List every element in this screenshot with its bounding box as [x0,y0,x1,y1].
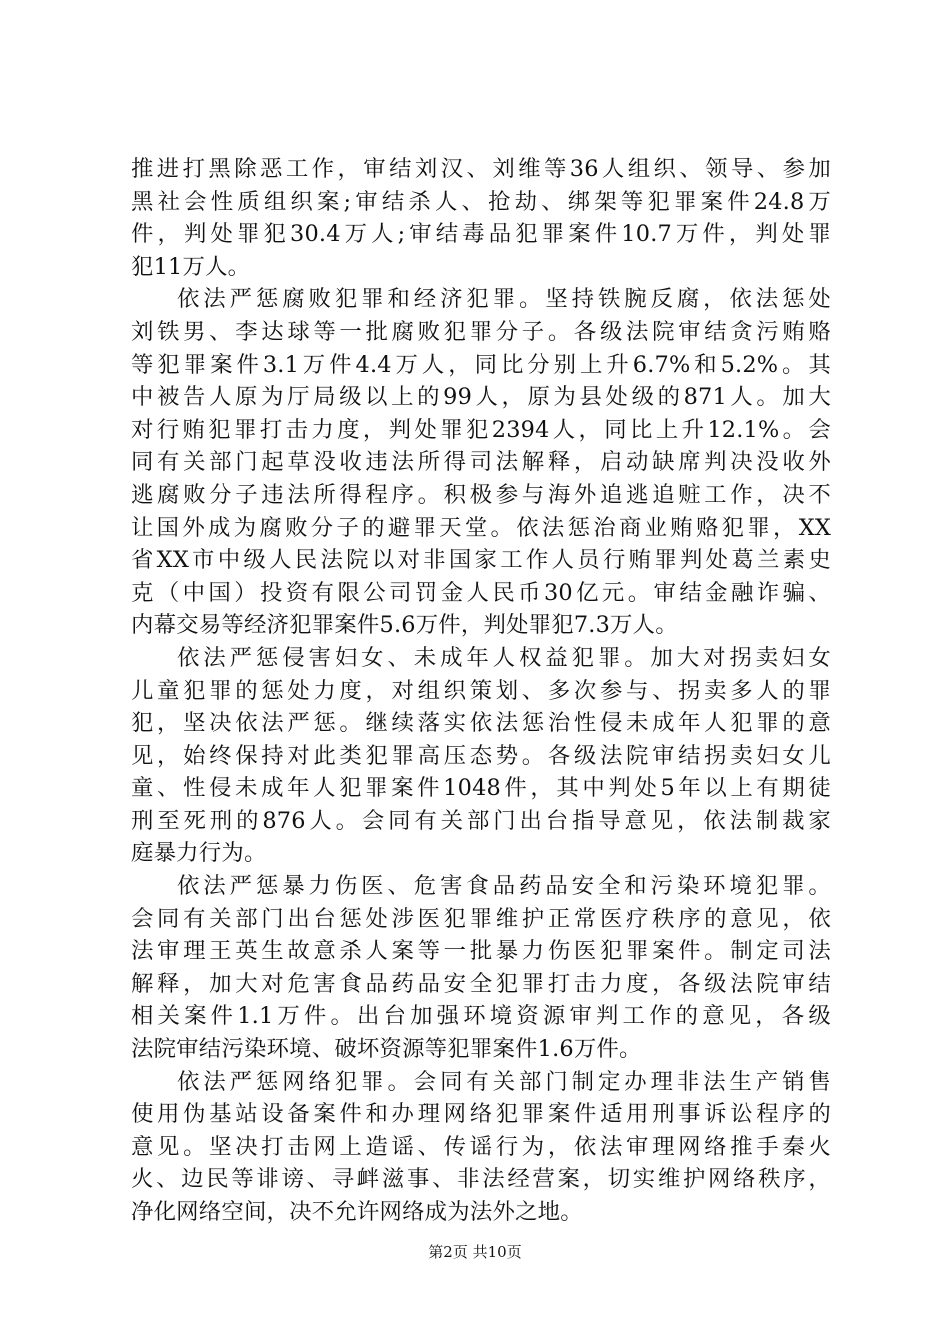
text-line: 庭暴力行为。 [131,840,267,867]
text-line: 等犯罪案件3.1万件4.4万人，同比分别上升6.7%和5.2%。其 [131,351,831,378]
text-line: 推进打黑除恶工作，审结刘汉、刘维等36人组织、领导、参加 [131,156,831,182]
text-line: 省XX市中级人民法院以对非国家工作人员行贿罪判处葛兰素史 [131,547,831,574]
text-line: 刑至死刑的876人。会同有关部门出台指导意见，依法制裁家 [131,807,831,834]
paragraph [131,283,831,642]
text-line: 逃腐败分子违法所得程序。积极参与海外追逃追赃工作，决不 [131,481,831,508]
text-line: 火、边民等诽谤、寻衅滋事、非法经营案，切实维护网络秩序， [131,1166,831,1193]
text-line: 中被告人原为厅局级以上的99人，原为县处级的871人。加大 [131,384,831,411]
text-line: 让国外成为腐败分子的避罪天堂。依法惩治商业贿赂犯罪，XX [131,514,831,541]
text-line: 会同有关部门出台惩处涉医犯罪维护正常医疗秩序的意见，依 [131,905,831,932]
text-line: 儿童犯罪的惩处力度，对组织策划、多次参与、拐卖多人的罪 [131,677,831,704]
text-line: 黑社会性质组织案;审结杀人、抢劫、绑架等犯罪案件24.8万 [131,188,831,215]
text-line: 依法严惩侵害妇女、未成年人权益犯罪。加大对拐卖妇女 [177,644,831,671]
text-line: 意见。坚决打击网上造谣、传谣行为，依法审理网络推手秦火 [131,1133,831,1160]
paragraph [131,153,831,283]
text-line: 对行贿犯罪打击力度，判处罪犯2394人，同比上升12.1%。会 [131,416,831,443]
paragraph [131,1066,831,1229]
text-line: 解释，加大对危害食品药品安全犯罪打击力度，各级法院审结 [131,970,831,997]
text-line: 刘铁男、李达球等一批腐败犯罪分子。各级法院审结贪污贿赂 [131,318,831,345]
text-line: 内幕交易等经济犯罪案件5.6万件，判处罪犯7.3万人。 [131,612,678,639]
text-line: 法审理王英生故意杀人案等一批暴力伤医犯罪案件。制定司法 [131,938,831,965]
text-line: 依法严惩暴力伤医、危害食品药品安全和污染环境犯罪。 [177,873,831,900]
text-line: 依法严惩腐败犯罪和经济犯罪。坚持铁腕反腐，依法惩处 [177,286,831,313]
text-line: 犯，坚决依法严惩。继续落实依法惩治性侵未成年人犯罪的意 [131,710,831,737]
text-line: 克（中国）投资有限公司罚金人民币30亿元。审结金融诈骗、 [131,579,831,606]
page-footer: 第2页 共10页 [428,1243,522,1261]
document-body [131,153,831,1229]
text-line: 见，始终保持对此类犯罪高压态势。各级法院审结拐卖妇女儿 [131,742,831,769]
text-line: 净化网络空间，决不允许网络成为法外之地。 [131,1199,583,1225]
text-line: 件，判处罪犯30.4万人;审结毒品犯罪案件10.7万件，判处罪 [131,221,831,248]
paragraph [131,642,831,870]
text-line: 依法严惩网络犯罪。会同有关部门制定办理非法生产销售 [177,1068,831,1095]
text-line: 犯11万人。 [131,253,251,280]
text-line: 相关案件1.1万件。出台加强环境资源审判工作的意见，各级 [131,1003,831,1030]
text-line: 使用伪基站设备案件和办理网络犯罪案件适用刑事诉讼程序的 [131,1101,831,1128]
text-line: 法院审结污染环境、破坏资源等犯罪案件1.6万件。 [131,1036,642,1063]
paragraph [131,870,831,1066]
text-line: 同有关部门起草没收违法所得司法解释，启动缺席判决没收外 [131,449,831,476]
text-line: 童、性侵未成年人犯罪案件1048件，其中判处5年以上有期徒 [131,775,831,802]
